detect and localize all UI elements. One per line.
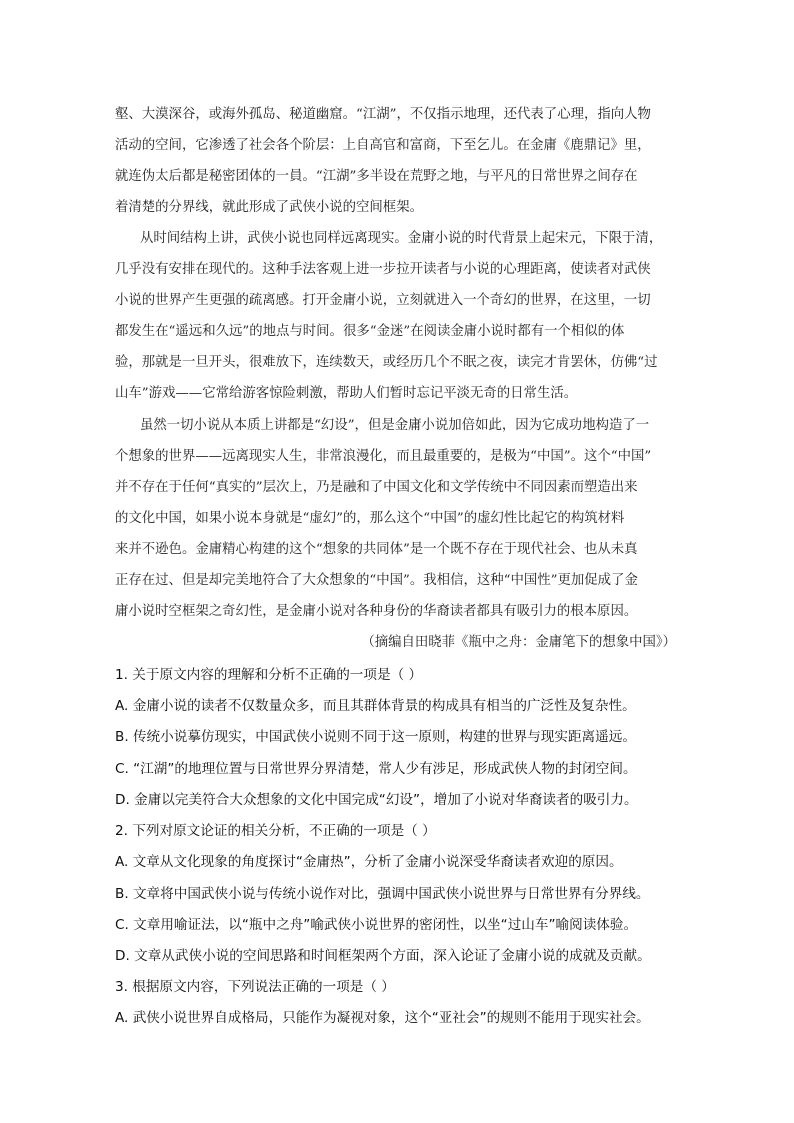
question-option: A. 文章从文化现象的角度探讨“金庸热”，分析了金庸小说深受华裔读者欢迎的原因。	[115, 854, 623, 870]
passage-line: 来并不逊色。金庸精心构建的这个“想象的共同体”是一个既不存在于现代社会、也从未真	[115, 542, 638, 557]
passage-line: 小说的世界产生更强的疏离感。打开金庸小说，立刻就进入一个奇幻的世界，在这里，一切	[115, 293, 651, 308]
passage-line: 从时间结构上讲，武侠小说也同样远离现实。金庸小说的时代背景上起宋元，下限于清，	[140, 231, 663, 246]
passage-line: 个想象的世界——远离现实人生，非常浪漫化，而且最重要的，是极为“中国”。这个“中国”	[115, 449, 652, 464]
passage-line: 虽然一切小说从本质上讲都是“幻设”，但是金庸小说加倍如此，因为它成功地构造了一	[140, 418, 650, 433]
question-option: B. 文章将中国武侠小说与传统小说作对比，强调中国武侠小说世界与日常世界有分界线。	[115, 886, 650, 902]
passage-line: 就连伪太后都是秘密团体的一員。“江湖”多半设在荒野之地，与平凡的日常世界之间存在	[115, 169, 638, 184]
question-option: D. 金庸以完美符合大众想象的文化中国完成“幻设”，增加了小说对华裔读者的吸引力。	[115, 792, 638, 808]
question-option: C. “江湖”的地理位置与日常世界分界清楚，常人少有涉足，形成武侠人物的封闭空间。	[115, 761, 637, 777]
passage-source: （摘编自田晓菲《瓶中之舟：金庸笔下的想象中国》）	[361, 635, 676, 650]
question-stem: 3. 根据原文内容，下列说法正确的一项是（ ）	[115, 979, 395, 995]
passage-line: 壑、大漠深谷，或海外孤岛、秘道幽窟。“江湖”，不仅指示地理，还代表了心理，指向人物	[115, 107, 651, 122]
passage-line: 的文化中国，如果小说本身就是“虚幻”的，那么这个“中国”的虚幻性比起它的构筑材料	[115, 511, 625, 526]
question-option: C. 文章用喻证法，以“瓶中之舟”喻武侠小说世界的密闭性，以坐“过山车”喻阅读体验。	[115, 917, 638, 933]
passage-line: 活动的空间，它渗透了社会各个阶层：上自高官和富商，下至乞儿。在金庸《鹿鼎记》里，	[115, 138, 651, 153]
passage-line: 并不存在于任何“真实的”层次上，乃是融和了中国文化和文学传统中不同因素而塑造出来	[115, 480, 638, 495]
passage-line: 山车”游戏——它常给游客惊险刺激，帮助人们暂时忘记平淡无奇的日常生活。	[115, 386, 578, 401]
question-option: A. 金庸小说的读者不仅数量众多，而且其群体背景的构成具有相当的广泛性及复杂性。	[115, 698, 636, 714]
passage-line: 几乎没有安排在现代的。这种手法客观上进一步拉开读者与小说的心理距离，使读者对武侠	[115, 262, 651, 277]
question-stem: 1. 关于原文内容的理解和分析不正确的一项是（ ）	[115, 667, 423, 683]
passage-line: 着清楚的分界线，就此形成了武侠小说的空间框架。	[115, 200, 423, 215]
passage-line: 都发生在“遥远和久远”的地点与时间。很多“金迷”在阅读金庸小说时都有一个相似的体	[115, 324, 625, 339]
question-option: D. 文章从武侠小说的空间思路和时间框架两个方面，深入论证了金庸小说的成就及贡献。	[115, 948, 651, 964]
passage-line: 正存在过、但是却完美地符合了大众想象的“中国”。我相信，这种“中国性”更加促成了金	[115, 573, 638, 588]
question-option: A. 武侠小说世界自成格局，只能作为凝视对象，这个“亚社会”的规则不能用于现实社会。	[115, 1010, 650, 1026]
question-option: B. 传统小说摹仿现实，中国武侠小说则不同于这一原则，构建的世界与现实距离遥远。	[115, 729, 636, 745]
passage-line: 庸小说时空框架之奇幻性，是金庸小说对各种身份的华裔读者都具有吸引力的根本原因。	[115, 604, 638, 619]
passage-line: 验，那就是一旦开头，很难放下，连续数天，或经历几个不眠之夜，读完才肯罢休，仿佛“过	[115, 355, 658, 370]
question-stem: 2. 下列对原文论证的相关分析，不正确的一项是（ ）	[115, 823, 436, 839]
